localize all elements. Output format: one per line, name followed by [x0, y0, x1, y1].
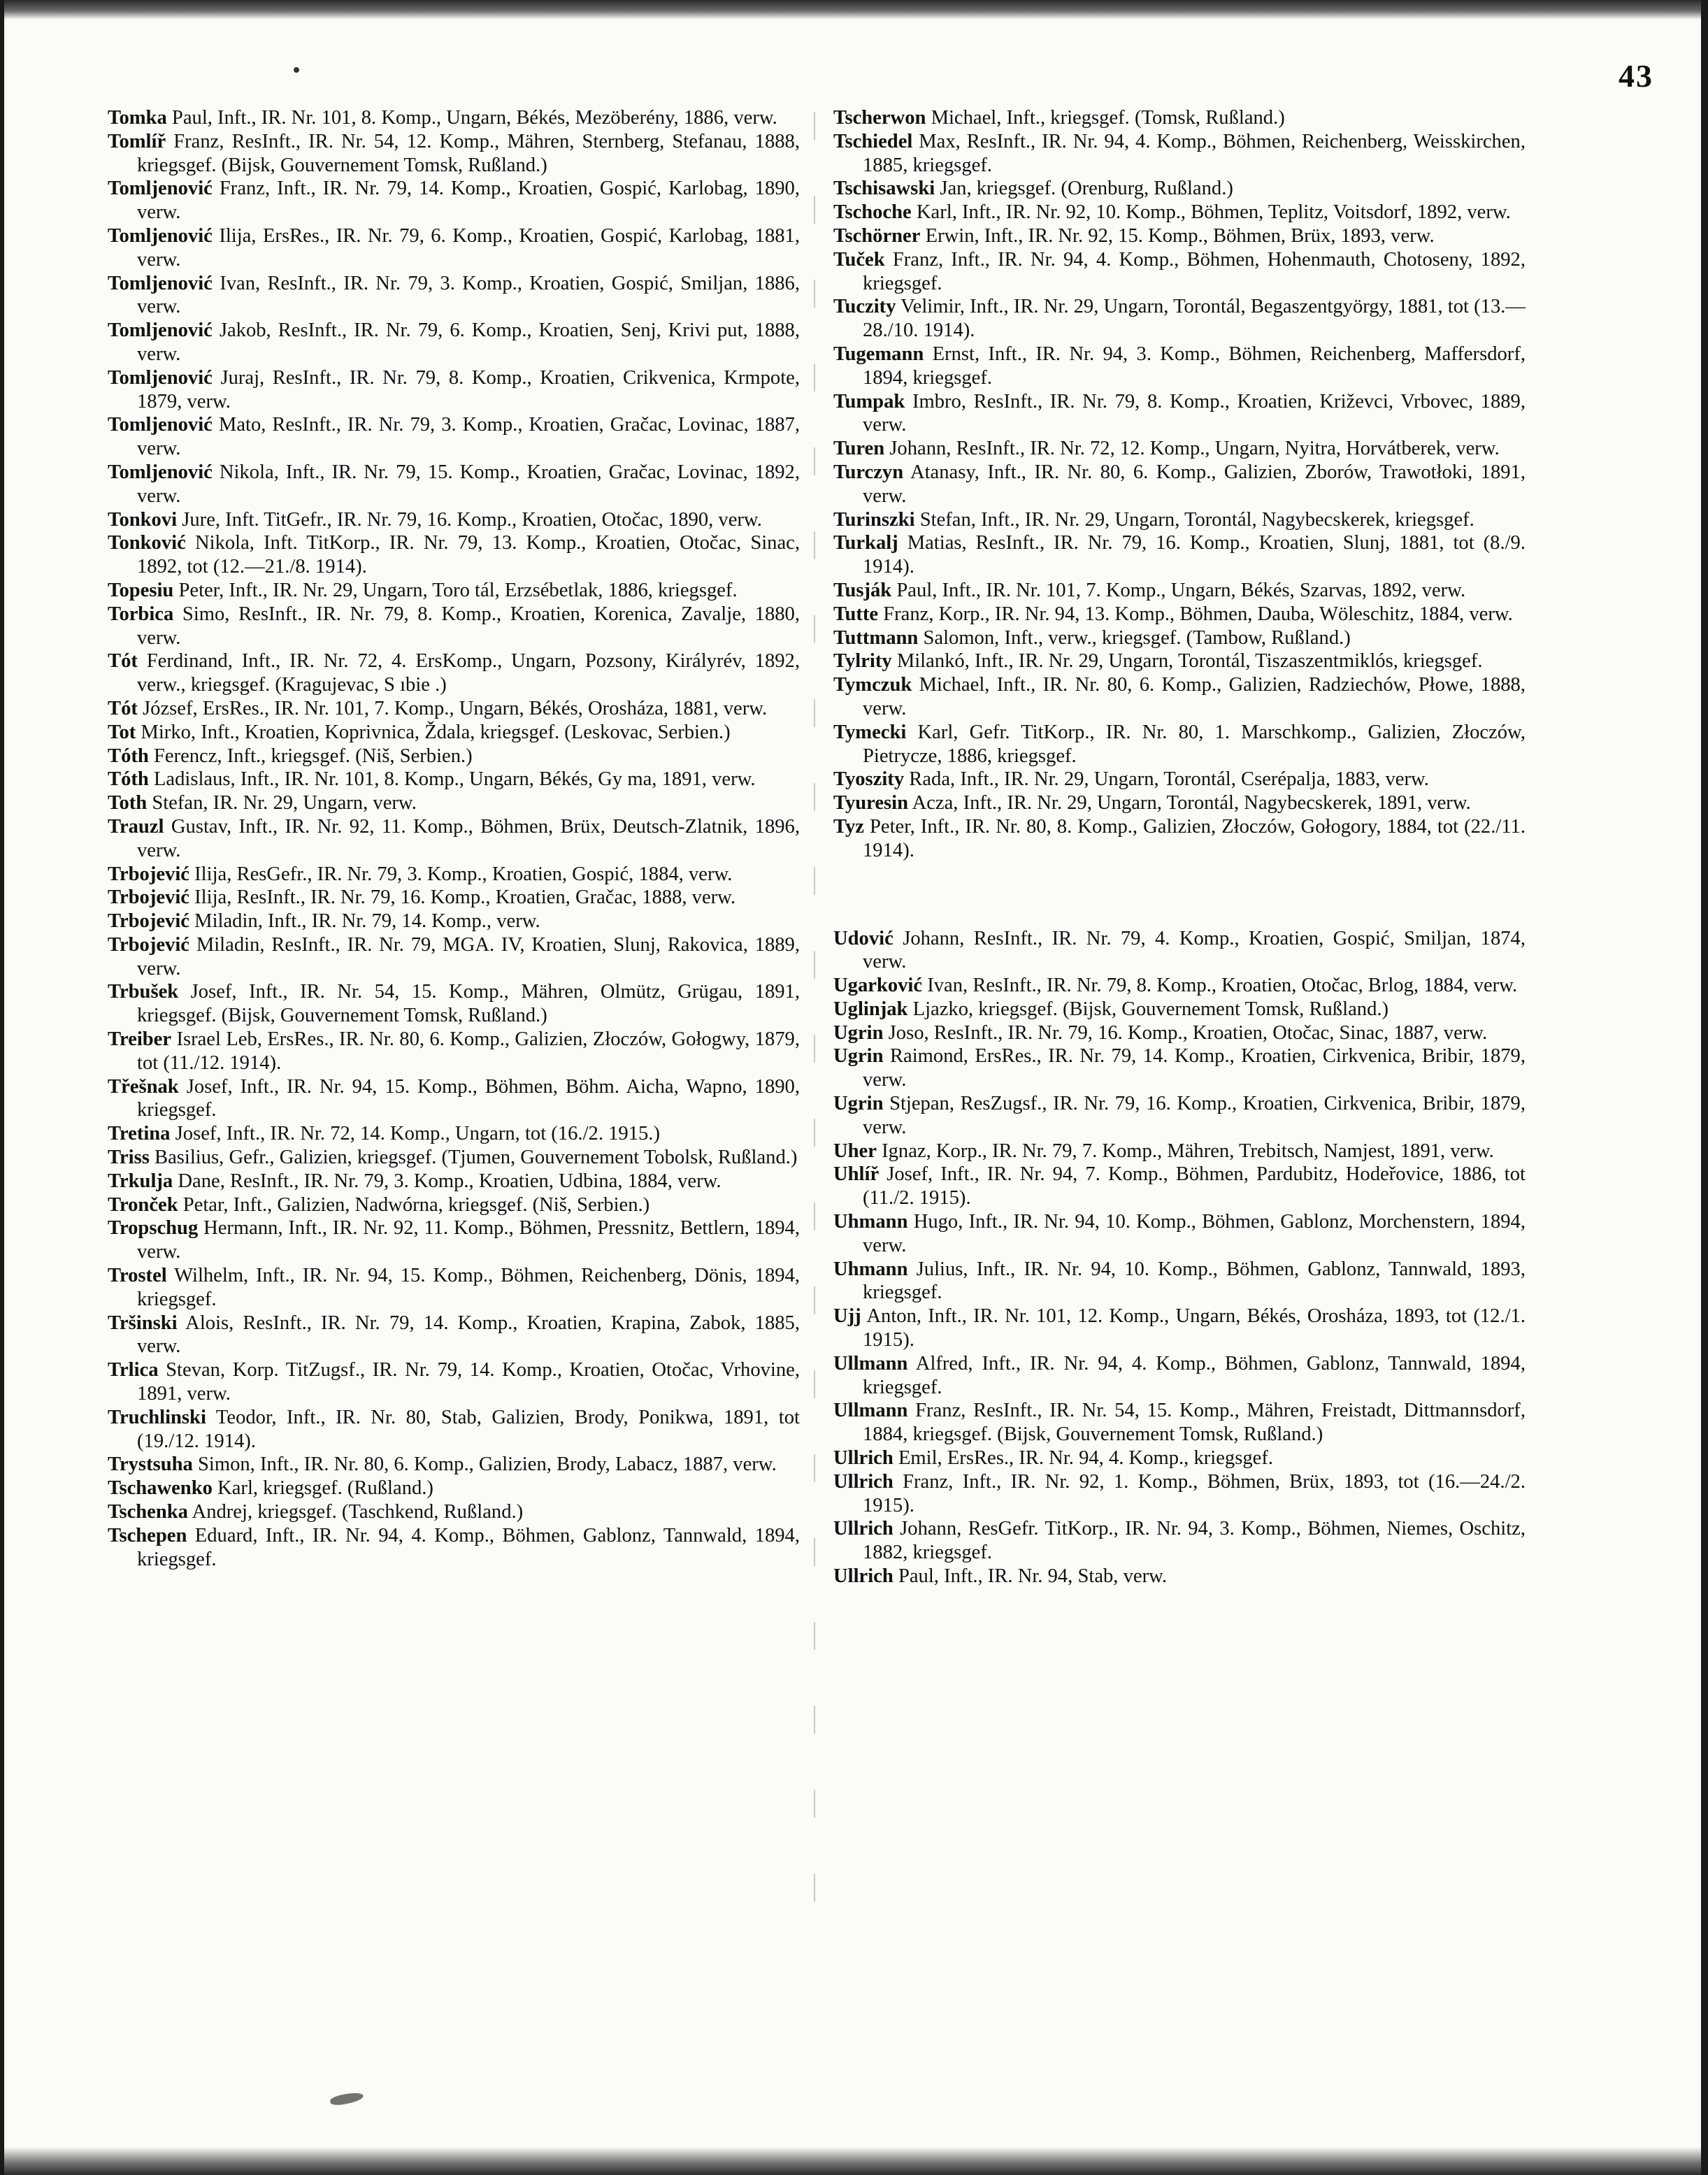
- right-column: [833, 106, 1526, 1588]
- register-entry: [833, 927, 1526, 975]
- register-entry: [833, 1258, 1526, 1305]
- entry-surname: Trauzl: [108, 815, 164, 838]
- register-entry: [108, 933, 800, 981]
- entry-details: Peter, Inft., IR. Nr. 80, 8. Komp., Galizien, Złoczów, Gołogory, 1884, tot (22./11. 1914).: [863, 815, 1526, 861]
- register-entry: [108, 886, 800, 910]
- register-entry: [108, 1193, 800, 1217]
- register-entry: [108, 980, 800, 1028]
- entry-surname: Uhlíř: [833, 1163, 880, 1186]
- entry-surname: Trystsuha: [108, 1453, 193, 1476]
- entry-details: Ljazko, kriegsgef. (Bijsk, Gouvernement Tomsk, Rußland.): [912, 998, 1389, 1020]
- register-entry: [833, 437, 1526, 461]
- register-entry: [108, 272, 800, 320]
- register-entry: [833, 673, 1526, 721]
- entry-surname: Tót: [108, 697, 138, 719]
- entry-surname: Tumpak: [833, 390, 905, 412]
- entry-details: Paul, Inft., IR. Nr. 101, 8. Komp., Ungarn, Békés, Mezöberény, 1886, verw.: [171, 107, 777, 129]
- register-entry: [833, 248, 1526, 296]
- register-entry: [108, 1216, 800, 1264]
- entry-surname: Tomljenović: [108, 414, 213, 436]
- register-entry: [833, 1399, 1526, 1447]
- entry-details: Ignaz, Korp., IR. Nr. 79, 7. Komp., Mähren, Trebitsch, Namjest, 1891, verw.: [882, 1140, 1494, 1162]
- entry-details: Stevan, Korp. TitZugsf., IR. Nr. 79, 14. Komp., Kroatien, Otočac, Vrhovine, 1891, verw.: [137, 1359, 800, 1405]
- entry-surname: Tomljenović: [108, 366, 213, 389]
- register-entry: [833, 1470, 1526, 1518]
- entry-surname: Tomlíř: [108, 130, 166, 152]
- entry-surname: Ujj: [833, 1305, 861, 1328]
- register-entry: [108, 177, 800, 224]
- entry-details: Ilija, ErsRes., IR. Nr. 79, 6. Komp., Kroatien, Gospić, Karlobag, 1881, verw.: [137, 224, 800, 271]
- entry-surname: Tutte: [833, 603, 879, 625]
- entry-details: Matias, ResInft., IR. Nr. 79, 16. Komp., Kroatien, Slunj, 1881, tot (8./9. 1914).: [863, 532, 1526, 578]
- register-entry: [108, 508, 800, 532]
- entry-details: Milankó, Inft., IR. Nr. 29, Ungarn, Torontál, Tiszaszentmiklós, kriegsgef.: [896, 650, 1483, 673]
- entry-details: Franz, Inft., IR. Nr. 92, 1. Komp., Böhmen, Brüx, 1893, tot (16.—24./2. 1915).: [863, 1470, 1526, 1516]
- entry-surname: Tusják: [833, 579, 892, 601]
- register-entry: [833, 768, 1526, 791]
- entry-surname: Treiber: [108, 1028, 172, 1051]
- entry-details: Michael, Inft., kriegsgef. (Tomsk, Rußland.): [931, 107, 1285, 129]
- entry-details: Jan, kriegsgef. (Orenburg, Rußland.): [940, 178, 1233, 200]
- entry-details: Josef, Inft., IR. Nr. 94, 15. Komp., Böhmen, Böhm. Aicha, Wapno, 1890, kriegsgef.: [137, 1075, 800, 1121]
- entry-surname: Tschörner: [833, 224, 921, 247]
- entry-details: Jure, Inft. TitGefr., IR. Nr. 79, 16. Komp., Kroatien, Otočac, 1890, verw.: [182, 508, 762, 531]
- entry-details: Johann, ResGefr. TitKorp., IR. Nr. 94, 3. Komp., Böhmen, Niemes, Oschitz, 1882, kriegsgef.: [863, 1518, 1526, 1564]
- entry-surname: Turkalj: [833, 532, 898, 554]
- entry-surname: Tschenka: [108, 1501, 188, 1523]
- entry-surname: Toth: [108, 792, 148, 814]
- register-entry: [833, 1352, 1526, 1400]
- register-entry: [108, 1312, 800, 1359]
- entry-details: Franz, ResInft., IR. Nr. 54, 15. Komp., Mähren, Freistadt, Dittmannsdorf, 1884, kriegsgef. (Bijsk, Gouvernement Tomsk, Rußland.): [863, 1400, 1526, 1446]
- register-entry: [108, 106, 800, 130]
- register-entry: [108, 768, 800, 791]
- entry-details: Imbro, ResInft., IR. Nr. 79, 8. Komp., Kroatien, Križevci, Vrbovec, 1889, verw.: [863, 390, 1526, 436]
- entry-surname: Ugrin: [833, 1045, 884, 1068]
- entry-details: Peter, Inft., IR. Nr. 29, Ungarn, Toro tál, Erzsébetlak, 1886, kriegsgef.: [178, 579, 738, 601]
- register-entry: [833, 791, 1526, 815]
- register-entry: [833, 201, 1526, 224]
- entry-surname: Tymczuk: [833, 674, 912, 696]
- entry-details: Raimond, ErsRes., IR. Nr. 79, 14. Komp., Kroatien, Cirkvenica, Bribir, 1879, verw.: [863, 1045, 1526, 1091]
- entry-details: Gustav, Inft., IR. Nr. 92, 11. Komp., Böhmen, Brüx, Deutsch-Zlatnik, 1896, verw.: [137, 815, 800, 861]
- entry-surname: Ullrich: [833, 1518, 894, 1540]
- entry-surname: Ullrich: [833, 1565, 894, 1588]
- entry-details: Hermann, Inft., IR. Nr. 92, 11. Komp., Böhmen, Pressnitz, Bettlern, 1894, verw.: [137, 1217, 800, 1263]
- entry-details: Acza, Inft., IR. Nr. 29, Ungarn, Torontál, Nagybecskerek, 1891, verw.: [912, 792, 1471, 814]
- entry-details: Josef, Inft., IR. Nr. 94, 7. Komp., Böhmen, Pardubitz, Hodeřovice, 1886, tot (11./2. 1915).: [863, 1163, 1526, 1209]
- entry-details: Wilhelm, Inft., IR. Nr. 94, 15. Komp., Böhmen, Reichenberg, Dönis, 1894, kriegsgef.: [137, 1265, 800, 1310]
- register-entry: [108, 1453, 800, 1477]
- entry-details: Alfred, Inft., IR. Nr. 94, 4. Komp., Böhmen, Gablonz, Tannwald, 1894, kriegsgef.: [863, 1352, 1526, 1398]
- entry-surname: Tyoszity: [833, 768, 905, 791]
- entry-surname: Triss: [108, 1147, 150, 1169]
- print-speck: [294, 67, 299, 73]
- entry-details: Ferdinand, Inft., IR. Nr. 72, 4. ErsKomp., Ungarn, Pozsony, Királyrév, 1892, verw., kriegsgef. (Kragujevac, S ıbie .): [137, 650, 800, 696]
- entry-details: Stefan, IR. Nr. 29, Ungarn, verw.: [152, 792, 417, 814]
- entry-surname: Trkulja: [108, 1170, 173, 1192]
- entry-details: Paul, Inft., IR. Nr. 94, Stab, verw.: [898, 1565, 1168, 1588]
- entry-details: Teodor, Inft., IR. Nr. 80, Stab, Galizien, Brody, Ponikwa, 1891, tot (19./12. 1914).: [137, 1406, 800, 1452]
- entry-details: Jakob, ResInft., IR. Nr. 79, 6. Komp., Kroatien, Senj, Krivi put, 1888, verw.: [137, 320, 800, 365]
- entry-details: Dane, ResInft., IR. Nr. 79, 3. Komp., Kroatien, Udbina, 1884, verw.: [178, 1170, 722, 1192]
- register-entry: [833, 1565, 1526, 1588]
- register-entry: [833, 224, 1526, 248]
- register-entry: [108, 461, 800, 508]
- page-number: 43: [1619, 58, 1653, 94]
- register-entry: [833, 721, 1526, 768]
- entry-details: Karl, Inft., IR. Nr. 92, 10. Komp., Böhmen, Teplitz, Voitsdorf, 1892, verw.: [916, 201, 1511, 224]
- register-entry: [108, 1264, 800, 1312]
- register-entry: [833, 130, 1526, 178]
- entry-details: József, ErsRes., IR. Nr. 101, 7. Komp., Ungarn, Békés, Orosháza, 1881, verw.: [143, 697, 768, 719]
- entry-details: Joso, ResInft., IR. Nr. 79, 16. Komp., Kroatien, Otočac, Sinac, 1887, verw.: [888, 1021, 1488, 1044]
- register-entry: [833, 1517, 1526, 1565]
- scan-edge-top: [4, 0, 1701, 20]
- entry-surname: Tropschug: [108, 1217, 199, 1240]
- entry-details: Josef, Inft., IR. Nr. 54, 15. Komp., Mähren, Olmütz, Grügau, 1891, kriegsgef. (Bijsk, Gouvernement Tomsk, Rußland.): [137, 981, 800, 1027]
- entry-surname: Tyz: [833, 815, 864, 838]
- entry-surname: Tonkovi: [108, 508, 178, 531]
- entry-surname: Tschiedel: [833, 130, 913, 152]
- entry-details: Johann, ResInft., IR. Nr. 72, 12. Komp., Ungarn, Nyitra, Horvátberek, verw.: [889, 438, 1500, 460]
- entry-surname: Turczyn: [833, 461, 904, 483]
- entry-surname: Trbojević: [108, 886, 189, 909]
- register-entry: [833, 626, 1526, 650]
- entry-surname: Uhmann: [833, 1211, 908, 1233]
- entry-surname: Tschoche: [833, 201, 912, 224]
- entry-surname: Uhmann: [833, 1258, 908, 1280]
- entry-surname: Tuček: [833, 248, 885, 271]
- ink-smudge: [329, 2090, 364, 2107]
- entry-details: Stefan, Inft., IR. Nr. 29, Ungarn, Torontál, Nagybecskerek, kriegsgef.: [919, 508, 1474, 531]
- register-entry: [833, 974, 1526, 998]
- column-gutter: [814, 112, 815, 1958]
- entry-details: Ivan, ResInft., IR. Nr. 79, 3. Komp., Kroatien, Gospić, Smiljan, 1886, verw.: [137, 272, 801, 318]
- entry-surname: Trbojević: [108, 863, 189, 885]
- register-entry: [108, 1477, 800, 1500]
- entry-details: Juraj, ResInft., IR. Nr. 79, 8. Komp., Kroatien, Crikvenica, Krmpote, 1879, verw.: [137, 366, 800, 412]
- entry-details: Stjepan, ResZugsf., IR. Nr. 79, 16. Komp., Kroatien, Cirkvenica, Bribir, 1879, verw.: [863, 1093, 1526, 1138]
- register-entry: [108, 1524, 800, 1572]
- entry-details: Anton, Inft., IR. Nr. 101, 12. Komp., Ungarn, Békés, Orosháza, 1893, tot (12./1. 1915).: [863, 1305, 1526, 1351]
- entry-surname: Tretina: [108, 1123, 171, 1145]
- entry-surname: Tschisawski: [833, 178, 935, 200]
- entry-details: Franz, Inft., IR. Nr. 79, 14. Komp., Kroatien, Gospić, Karlobag, 1890, verw.: [137, 178, 800, 224]
- entry-details: Karl, kriegsgef. (Rußland.): [217, 1477, 433, 1500]
- entry-details: Rada, Inft., IR. Nr. 29, Ungarn, Torontál, Cserépalja, 1883, verw.: [909, 768, 1429, 791]
- entry-surname: Tomljenović: [108, 178, 213, 200]
- entry-surname: Ullrich: [833, 1447, 894, 1470]
- register-entry: [108, 791, 800, 815]
- register-entry: [833, 603, 1526, 626]
- register-entry: [108, 413, 800, 461]
- entry-surname: Turinszki: [833, 508, 915, 531]
- register-entry: [833, 295, 1526, 343]
- entry-details: Alois, ResInft., IR. Nr. 79, 14. Komp., Kroatien, Krapina, Zabok, 1885, verw.: [137, 1312, 800, 1358]
- entry-surname: Truchlinski: [108, 1406, 206, 1428]
- entry-details: Michael, Inft., IR. Nr. 80, 6. Komp., Galizien, Radziechów, Płowe, 1888, verw.: [863, 674, 1526, 719]
- register-entry: [833, 1140, 1526, 1163]
- entry-surname: Tschepen: [108, 1524, 187, 1546]
- register-entry: [833, 461, 1526, 508]
- entry-surname: Ullmann: [833, 1352, 908, 1374]
- entry-surname: Tomljenović: [108, 461, 213, 483]
- entry-details: Franz, ResInft., IR. Nr. 54, 12. Komp., Mähren, Sternberg, Stefanau, 1888, kriegsgef. (Bijsk, Gouvernement Tomsk, Rußland.): [137, 130, 800, 176]
- entry-surname: Ullmann: [833, 1400, 908, 1422]
- register-entry: [108, 1075, 800, 1123]
- register-entry: [833, 343, 1526, 390]
- entry-surname: Tomljenović: [108, 224, 213, 247]
- register-entry: [108, 649, 800, 697]
- entry-surname: Ugarković: [833, 975, 923, 997]
- register-entry: [833, 579, 1526, 603]
- entry-details: Andrej, kriegsgef. (Taschkend, Rußland.): [192, 1501, 524, 1523]
- entry-surname: Tymecki: [833, 721, 907, 743]
- entry-details: Salomon, Inft., verw., kriegsgef. (Tambow, Rußland.): [923, 626, 1351, 649]
- entry-surname: Tylrity: [833, 650, 892, 673]
- register-entry: [108, 1170, 800, 1193]
- register-entry: [833, 177, 1526, 201]
- entry-details: Ladislaus, Inft., IR. Nr. 101, 8. Komp., Ungarn, Békés, Gy ma, 1891, verw.: [153, 768, 756, 791]
- entry-surname: Tóth: [108, 768, 149, 791]
- entry-details: Josef, Inft., IR. Nr. 72, 14. Komp., Ungarn, tot (16./2. 1915.): [175, 1123, 660, 1145]
- entry-details: Mato, ResInft., IR. Nr. 79, 3. Komp., Kroatien, Gračac, Lovinac, 1887, verw.: [137, 414, 800, 460]
- entry-details: Max, ResInft., IR. Nr. 94, 4. Komp., Böhmen, Reichenberg, Weisskirchen, 1885, kriegsgef.: [863, 130, 1526, 176]
- register-entry: [833, 649, 1526, 673]
- entry-details: Basilius, Gefr., Galizien, kriegsgef. (Tjumen, Gouvernement Tobolsk, Rußland.): [155, 1147, 798, 1169]
- entry-surname: Tomljenović: [108, 272, 213, 294]
- register-entry: [108, 1028, 800, 1075]
- entry-details: Karl, Gefr. TitKorp., IR. Nr. 80, 1. Marschkomp., Galizien, Złoczów, Pietrycze, 1886, kriegsgef.: [863, 721, 1526, 767]
- entry-surname: Trlica: [108, 1359, 159, 1381]
- letter-section-break: [833, 863, 1526, 927]
- entry-surname: Tót: [108, 650, 138, 673]
- entry-surname: Tot: [108, 721, 136, 743]
- entry-surname: Tyuresin: [833, 792, 908, 814]
- entry-surname: Trbojević: [108, 910, 189, 933]
- register-entry: [833, 1447, 1526, 1470]
- register-entry: [833, 531, 1526, 579]
- register-entry: [833, 998, 1526, 1021]
- entry-surname: Uher: [833, 1140, 877, 1162]
- register-entry: [833, 106, 1526, 130]
- register-entry: [833, 1021, 1526, 1045]
- entry-details: Eduard, Inft., IR. Nr. 94, 4. Komp., Böhmen, Gablonz, Tannwald, 1894, kriegsgef.: [137, 1524, 800, 1570]
- entry-details: Israel Leb, ErsRes., IR. Nr. 80, 6. Komp., Galizien, Złoczów, Gołogwy, 1879, tot (11./12. 1914).: [137, 1028, 800, 1074]
- entry-details: Erwin, Inft., IR. Nr. 92, 15. Komp., Böhmen, Brüx, 1893, verw.: [925, 224, 1435, 247]
- entry-surname: Třešnak: [108, 1075, 179, 1098]
- entry-surname: Tomljenović: [108, 320, 213, 342]
- register-entry: [108, 910, 800, 933]
- register-entry: [108, 603, 800, 650]
- entry-surname: Tschawenko: [108, 1477, 213, 1500]
- entry-surname: Tscherwon: [833, 107, 926, 129]
- entry-surname: Tronček: [108, 1193, 178, 1216]
- entry-details: Johann, ResInft., IR. Nr. 79, 4. Komp., Kroatien, Gospić, Smiljan, 1874, verw.: [863, 927, 1526, 973]
- register-entry: [108, 863, 800, 886]
- register-entry: [833, 1210, 1526, 1258]
- entry-details: Julius, Inft., IR. Nr. 94, 10. Komp., Böhmen, Gablonz, Tannwald, 1893, kriegsgef.: [863, 1258, 1526, 1304]
- entry-surname: Tršinski: [108, 1312, 178, 1334]
- entry-surname: Tonković: [108, 532, 186, 554]
- entry-details: Ivan, ResInft., IR. Nr. 79, 8. Komp., Kroatien, Otočac, Brlog, 1884, verw.: [927, 975, 1518, 997]
- register-entry: [108, 1406, 800, 1453]
- entry-details: Emil, ErsRes., IR. Nr. 94, 4. Komp., kriegsgef.: [898, 1447, 1274, 1470]
- register-entry: [108, 697, 800, 721]
- entry-details: Miladin, ResInft., IR. Nr. 79, MGA. IV, Kroatien, Slunj, Rakovica, 1889, verw.: [137, 933, 800, 979]
- entry-details: Simo, ResInft., IR. Nr. 79, 8. Komp., Kroatien, Korenica, Zavalje, 1880, verw.: [137, 603, 800, 649]
- left-column: [108, 106, 800, 1571]
- register-entry: [108, 579, 800, 603]
- register-entry: [108, 1500, 800, 1524]
- register-entry: [108, 745, 800, 768]
- register-entry: [108, 721, 800, 745]
- entry-details: Nikola, Inft., IR. Nr. 79, 15. Komp., Kroatien, Gračac, Lovinac, 1892, verw.: [137, 461, 800, 507]
- entry-details: Mirko, Inft., Kroatien, Koprivnica, Ždala, kriegsgef. (Leskovac, Serbien.): [141, 721, 731, 743]
- entry-surname: Uglinjak: [833, 998, 908, 1020]
- entry-surname: Turen: [833, 438, 885, 460]
- register-entry: [108, 531, 800, 579]
- entry-details: Ilija, ResGefr., IR. Nr. 79, 3. Komp., Kroatien, Gospić, 1884, verw.: [194, 863, 733, 885]
- entry-details: Simon, Inft., IR. Nr. 80, 6. Komp., Galizien, Brody, Labacz, 1887, verw.: [197, 1453, 777, 1476]
- register-entry: [833, 390, 1526, 438]
- register-entry: [833, 1163, 1526, 1210]
- entry-details: Franz, Inft., IR. Nr. 94, 4. Komp., Böhmen, Hohenmauth, Chotoseny, 1892, kriegsgef.: [863, 248, 1526, 294]
- entry-surname: Tomka: [108, 107, 167, 129]
- register-entry: [108, 1122, 800, 1146]
- entry-details: Franz, Korp., IR. Nr. 94, 13. Komp., Böhmen, Dauba, Wöleschitz, 1884, verw.: [883, 603, 1513, 625]
- register-entry: [833, 1045, 1526, 1092]
- entry-details: Nikola, Inft. TitKorp., IR. Nr. 79, 13. Komp., Kroatien, Otočac, Sinac, 1892, tot (12.—21./8. 1914).: [137, 532, 800, 578]
- register-entry: [108, 815, 800, 863]
- entry-surname: Trbušek: [108, 981, 179, 1003]
- register-entry: [108, 1358, 800, 1406]
- register-entry: [108, 319, 800, 366]
- entry-surname: Trbojević: [108, 933, 189, 956]
- entry-details: Atanasy, Inft., IR. Nr. 80, 6. Komp., Galizien, Zborów, Trawotłoki, 1891, verw.: [863, 461, 1526, 507]
- register-entry: [833, 1305, 1526, 1352]
- entry-surname: Trostel: [108, 1265, 167, 1287]
- entry-surname: Torbica: [108, 603, 174, 625]
- scan-edge-bottom: [4, 2147, 1701, 2175]
- entry-details: Petar, Inft., Galizien, Nadwórna, kriegsgef. (Niš, Serbien.): [182, 1193, 650, 1216]
- register-entry: [108, 1146, 800, 1170]
- register-entry: [108, 224, 800, 272]
- entry-surname: Tuczity: [833, 296, 896, 318]
- register-entry: [108, 130, 800, 178]
- entry-details: Ilija, ResInft., IR. Nr. 79, 16. Komp., Kroatien, Gračac, 1888, verw.: [194, 886, 736, 909]
- register-entry: [833, 1092, 1526, 1140]
- entry-details: Ernst, Inft., IR. Nr. 94, 3. Komp., Böhmen, Reichenberg, Maffersdorf, 1894, kriegsgef.: [863, 343, 1526, 389]
- entry-details: Hugo, Inft., IR. Nr. 94, 10. Komp., Böhmen, Gablonz, Morchenstern, 1894, verw.: [863, 1211, 1526, 1256]
- entry-surname: Udović: [833, 927, 894, 949]
- entry-surname: Tugemann: [833, 343, 924, 365]
- register-entry: [833, 815, 1526, 863]
- entry-surname: Ullrich: [833, 1470, 894, 1493]
- register-entry: [108, 366, 800, 414]
- entry-surname: Topesiu: [108, 579, 174, 601]
- register-entry: [833, 508, 1526, 532]
- entry-surname: Ugrin: [833, 1021, 884, 1044]
- entry-surname: Ugrin: [833, 1093, 884, 1115]
- entry-details: Miladin, Inft., IR. Nr. 79, 14. Komp., verw.: [194, 910, 540, 933]
- entry-details: Ferencz, Inft., kriegsgef. (Niš, Serbien.): [153, 745, 473, 767]
- entry-details: Velimir, Inft., IR. Nr. 29, Ungarn, Torontál, Begaszentgyörgy, 1881, tot (13.—28./10. 1914).: [863, 296, 1526, 342]
- entry-surname: Tuttmann: [833, 626, 919, 649]
- entry-surname: Tóth: [108, 745, 149, 767]
- entry-details: Paul, Inft., IR. Nr. 101, 7. Komp., Ungarn, Békés, Szarvas, 1892, verw.: [896, 579, 1466, 601]
